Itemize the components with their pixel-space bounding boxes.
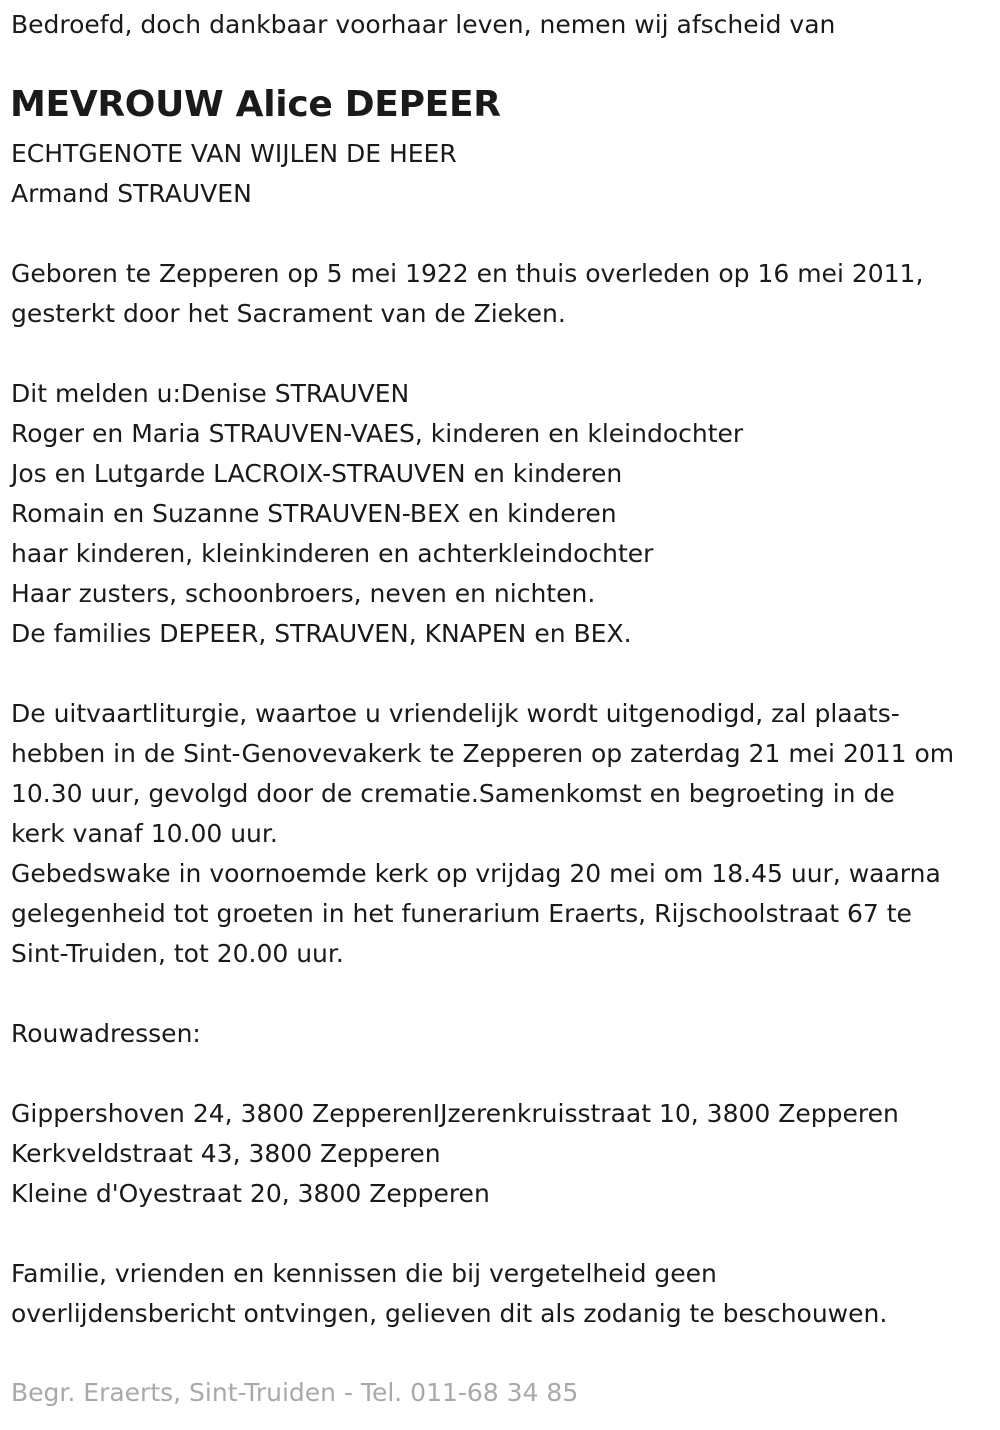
paragraph-line: Sint-Truiden, tot 20.00 uur. — [11, 939, 344, 968]
closing-paragraph — [11, 1254, 887, 1334]
intro-text: Bedroefd, doch dankbaar voorhaar leven, nemen wij afscheid van — [11, 10, 836, 39]
paragraph-line: 10.30 uur, gevolgd door de crematie.Samenkomst en begroeting in de — [11, 779, 895, 808]
paragraph-line: Familie, vrienden en kennissen die bij vergetelheid geen — [11, 1259, 717, 1288]
family-line: haar kinderen, kleinkinderen en achterkleindochter — [11, 539, 654, 568]
paragraph-line: gelegenheid tot groeten in het funerarium Eraerts, Rijschoolstraat 67 te — [11, 899, 912, 928]
paragraph-line: Gebedswake in voornoemde kerk op vrijdag 20 mei om 18.45 uur, waarna — [11, 859, 941, 888]
addresses-heading — [11, 1014, 201, 1054]
announced-by-list — [11, 374, 743, 654]
address-line: Kleine d'Oyestraat 20, 3800 Zepperen — [11, 1179, 490, 1208]
addresses-heading-text: Rouwadressen: — [11, 1019, 201, 1048]
address-line: Kerkveldstraat 43, 3800 Zepperen — [11, 1139, 441, 1168]
spouse-name: Armand STRAUVEN — [11, 179, 252, 208]
family-line: Dit melden u:Denise STRAUVEN — [11, 379, 410, 408]
spouse-block — [11, 134, 457, 214]
family-line: Jos en Lutgarde LACROIX-STRAUVEN en kinderen — [11, 459, 623, 488]
paragraph-line: De uitvaartliturgie, waartoe u vriendelijk wordt uitgenodigd, zal plaats- — [11, 699, 900, 728]
ceremony-paragraph — [11, 694, 954, 974]
family-line: De families DEPEER, STRAUVEN, KNAPEN en BEX. — [11, 619, 632, 648]
address-list — [11, 1094, 899, 1214]
family-line: Haar zusters, schoonbroers, neven en nichten. — [11, 579, 596, 608]
paragraph-line: gesterkt door het Sacrament van de Zieken. — [11, 299, 566, 328]
spouse-title: ECHTGENOTE VAN WIJLEN DE HEER — [11, 139, 457, 168]
paragraph-line: Geboren te Zepperen op 5 mei 1922 en thuis overleden op 16 mei 2011, — [11, 259, 924, 288]
address-line: Gippershoven 24, 3800 ZepperenIJzerenkruisstraat 10, 3800 Zepperen — [11, 1099, 899, 1128]
deceased-name: MEVROUW Alice DEPEER — [10, 84, 501, 125]
paragraph-line: kerk vanaf 10.00 uur. — [11, 819, 278, 848]
undertaker-footer: Begr. Eraerts, Sint-Truiden - Tel. 011-68 34 85 — [11, 1378, 579, 1407]
paragraph-line: hebben in de Sint-Genovevakerk te Zepperen op zaterdag 21 mei 2011 om — [11, 739, 955, 768]
family-line: Romain en Suzanne STRAUVEN-BEX en kinderen — [11, 499, 617, 528]
paragraph-line: overlijdensbericht ontvingen, gelieven dit als zodanig te beschouwen. — [11, 1299, 888, 1328]
family-line: Roger en Maria STRAUVEN-VAES, kinderen en kleindochter — [11, 419, 744, 448]
birth-death-paragraph — [11, 254, 923, 334]
